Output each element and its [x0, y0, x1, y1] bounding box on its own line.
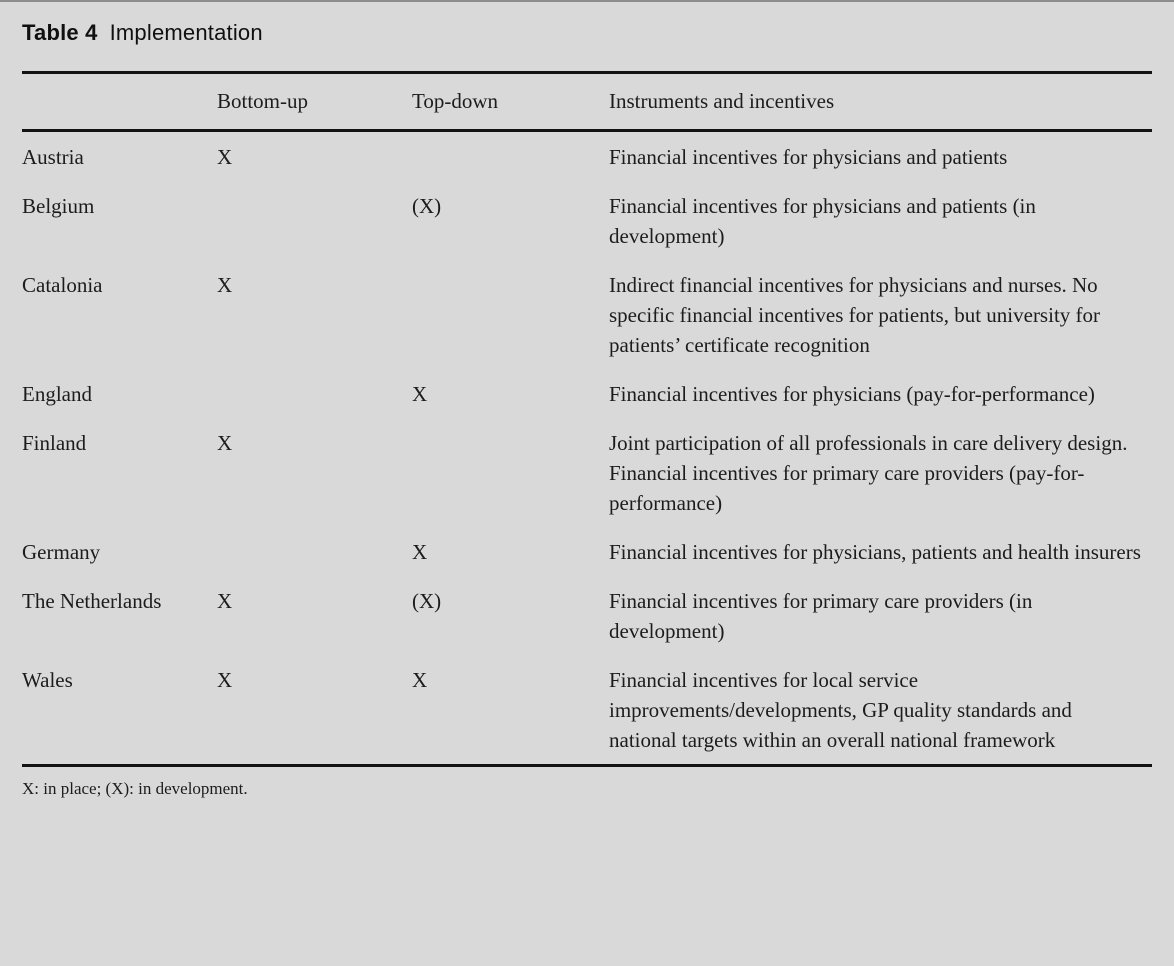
bottom-up-cell: X — [217, 273, 233, 297]
bottom-up-cell — [217, 181, 412, 260]
header-instruments: Instruments and incentives — [609, 73, 1152, 131]
header-country — [22, 73, 217, 131]
table-row — [22, 181, 1152, 260]
country-cell: Wales — [22, 668, 73, 692]
country-cell: Catalonia — [22, 273, 103, 297]
country-cell: Finland — [22, 431, 87, 455]
page-container — [0, 2, 1174, 800]
country-cell: Germany — [22, 540, 101, 564]
table-row — [22, 576, 1152, 655]
table-title-text: Implementation — [109, 20, 263, 45]
top-down-cell — [412, 260, 609, 369]
instruments-cell: Financial incentives for physicians, patients and health insurers — [609, 540, 1141, 564]
bottom-up-cell — [217, 369, 412, 418]
instruments-cell: Financial incentives for physicians (pay-for-performance) — [609, 382, 1095, 406]
table-row — [22, 131, 1152, 182]
table-row — [22, 260, 1152, 369]
bottom-up-cell: X — [217, 668, 233, 692]
top-down-cell: X — [412, 540, 428, 564]
country-cell: Austria — [22, 145, 84, 169]
top-down-cell: X — [412, 668, 428, 692]
table-header — [22, 73, 1152, 131]
table-row — [22, 418, 1152, 527]
table-number-label: Table 4 — [22, 20, 98, 45]
country-cell: Belgium — [22, 194, 95, 218]
table-row — [22, 369, 1152, 418]
table-body — [22, 131, 1152, 766]
top-down-cell — [412, 418, 609, 527]
top-down-cell: (X) — [412, 589, 442, 613]
bottom-up-cell: X — [217, 431, 233, 455]
country-cell: The Netherlands — [22, 589, 162, 613]
table-footnote: X: in place; (X): in development. — [22, 779, 248, 798]
header-top-down: Top-down — [412, 73, 609, 131]
instruments-cell: Financial incentives for physicians and patients — [609, 145, 1008, 169]
table-row — [22, 655, 1152, 766]
instruments-cell: Financial incentives for local service improvements/developments, GP quality standards and national targets within an overall national framework — [609, 668, 1072, 752]
instruments-cell: Joint participation of all professionals in care delivery design. Financial incentives for primary care providers (pay-for-performance) — [609, 431, 1128, 515]
instruments-cell: Financial incentives for primary care providers (in development) — [609, 589, 1033, 643]
top-down-cell — [412, 131, 609, 182]
instruments-cell: Indirect financial incentives for physicians and nurses. No specific financial incentives for patients, but university for patients’ certificate recognition — [609, 273, 1101, 357]
header-row — [22, 73, 1152, 131]
top-down-cell: X — [412, 382, 428, 406]
top-down-cell: (X) — [412, 194, 442, 218]
instruments-cell: Financial incentives for physicians and patients (in development) — [609, 194, 1036, 248]
table-title — [22, 20, 1152, 46]
bottom-up-cell: X — [217, 145, 233, 169]
table-row — [22, 527, 1152, 576]
bottom-up-cell: X — [217, 589, 233, 613]
country-cell: England — [22, 382, 92, 406]
bottom-up-cell — [217, 527, 412, 576]
implementation-table — [22, 71, 1152, 767]
header-bottom-up: Bottom-up — [217, 73, 412, 131]
